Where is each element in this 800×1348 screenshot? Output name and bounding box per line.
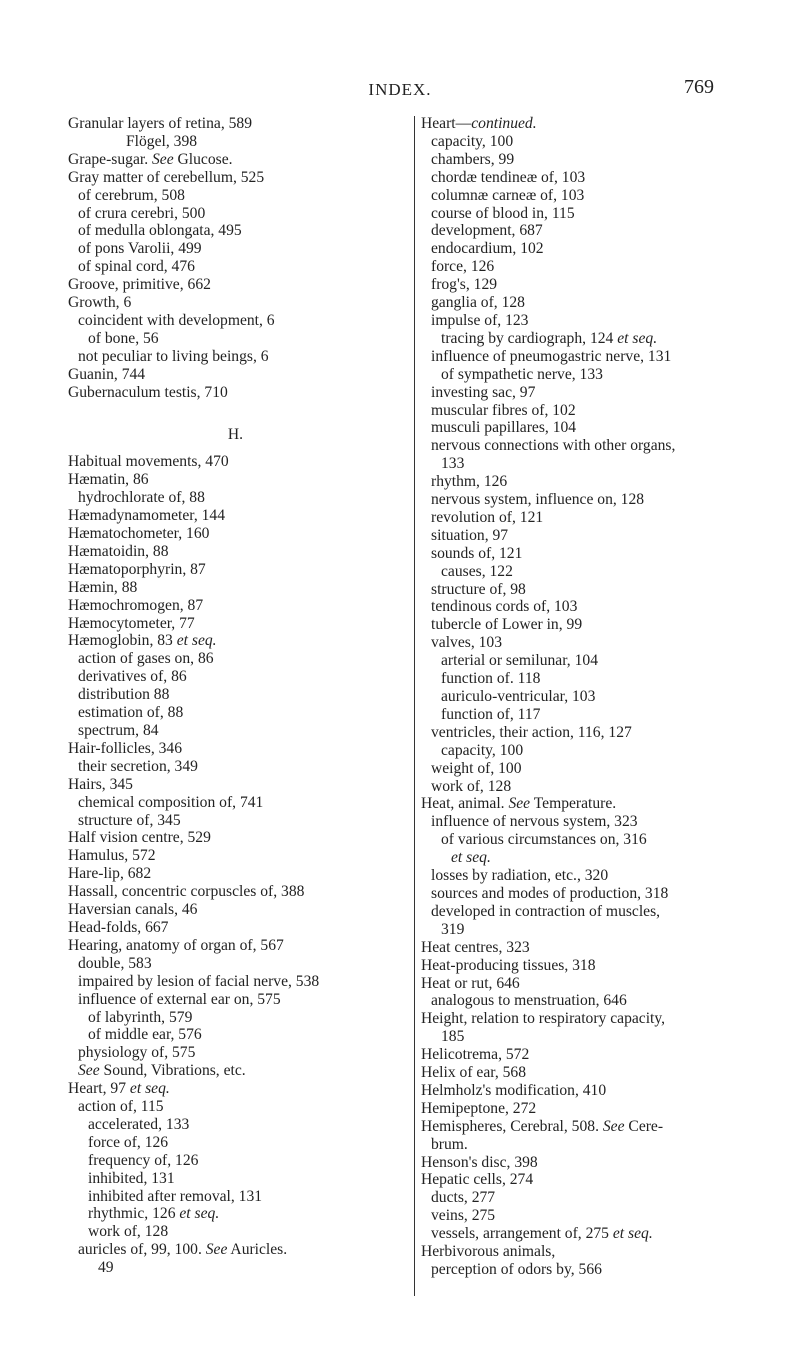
index-subentry: of medulla oblongata, 495 [78, 222, 242, 240]
index-entry: Guanin, 744 [68, 365, 146, 383]
index-subentry: revolution of, 121 [431, 508, 544, 526]
index-subentry: weight of, 100 [431, 759, 522, 777]
index-entry: Hassall, concentric corpuscles of, 388 [68, 883, 305, 901]
index-subentry: spectrum, 84 [78, 722, 159, 739]
index-entry: Hæmatoporphyrin, 87 [68, 560, 206, 578]
index-entry: Hæmatochometer, 160 [68, 525, 210, 543]
index-subentry: action of, 115 [78, 1098, 164, 1116]
index-subentry: See Sound, Vibrations, etc. [78, 1062, 246, 1080]
index-subentry: double, 583 [78, 954, 152, 972]
index-subentry: endocardium, 102 [431, 240, 544, 258]
index-subentry: of sympathetic nerve, 133 [441, 365, 603, 383]
index-entry: Half vision centre, 529 [68, 829, 211, 847]
index-subentry: investing sac, 97 [431, 383, 536, 401]
index-subentry: arterial or semilunar, 104 [441, 652, 598, 670]
index-subentry: function of. 118 [441, 670, 541, 688]
index-subentry: developed in contraction of muscles, [431, 902, 661, 920]
index-entry: Gray matter of cerebellum, 525 [68, 168, 265, 186]
index-subentry: 49 [98, 1259, 114, 1277]
index-subentry: auricles of, 99, 100. See Auricles. [78, 1241, 288, 1259]
index-entry: Haversian canals, 46 [68, 901, 198, 919]
index-entry: Helix of ear, 568 [421, 1064, 527, 1082]
index-subentry: hydrochlorate of, 88 [78, 489, 205, 507]
index-subentry: valves, 103 [431, 634, 503, 652]
index-subentry: nervous connections with other organs, [431, 437, 676, 455]
index-entry: Heart, 97 et seq. [68, 1080, 170, 1098]
section-letter-heading: H. [227, 425, 244, 443]
index-entry: Hæmadynamometer, 144 [68, 507, 226, 525]
index-subentry: of spinal cord, 476 [78, 258, 195, 276]
index-subentry: capacity, 100 [431, 132, 514, 150]
index-entry: Heat-producing tissues, 318 [421, 956, 596, 974]
index-subentry: situation, 97 [431, 526, 509, 544]
index-column-right [421, 115, 759, 1279]
index-subentry: ganglia of, 128 [431, 294, 525, 312]
index-subentry: of crura cerebri, 500 [78, 204, 206, 222]
index-subentry: force, 126 [431, 258, 495, 276]
index-subentry: influence of pneumogastric nerve, 131 [431, 347, 672, 365]
index-subentry: tendinous cords of, 103 [431, 598, 578, 616]
index-entry: Habitual movements, 470 [68, 453, 229, 471]
index-subentry: physiology of, 575 [78, 1044, 196, 1062]
index-subentry: ducts, 277 [431, 1189, 496, 1207]
index-subentry: 185 [441, 1028, 465, 1046]
index-entry: Grape-sugar. See Glucose. [68, 150, 233, 168]
index-subentry: influence of external ear on, 575 [78, 990, 281, 1008]
index-subentry: rhythm, 126 [431, 473, 508, 491]
index-entry: Groove, primitive, 662 [68, 276, 211, 294]
index-subentry: estimation of, 88 [78, 704, 184, 722]
index-subentry: nervous system, influence on, 128 [431, 491, 645, 509]
index-subentry: perception of odors by, 566 [431, 1261, 602, 1278]
index-entry: Helmholz's modification, 410 [421, 1081, 607, 1099]
index-entry: Heat or rut, 646 [421, 974, 520, 992]
page-title: INDEX. [368, 80, 432, 99]
index-subentry: frequency of, 126 [88, 1151, 199, 1169]
index-subentry: capacity, 100 [441, 741, 524, 759]
index-entry: Hæmochromogen, 87 [68, 596, 204, 614]
index-subentry: vessels, arrangement of, 275 et seq. [431, 1225, 653, 1243]
index-entry: Gubernaculum testis, 710 [68, 383, 228, 401]
index-subentry: of bone, 56 [88, 329, 159, 347]
index-subentry: muscular fibres of, 102 [431, 401, 576, 419]
index-subentry: work of, 128 [88, 1223, 169, 1241]
index-entry: Head-folds, 667 [68, 918, 169, 936]
index-subentry: causes, 122 [441, 562, 513, 580]
index-subentry: distribution 88 [78, 686, 170, 704]
index-entry: Granular layers of retina, 589 [68, 115, 253, 132]
index-subentry: impulse of, 123 [431, 311, 529, 329]
index-entry: Herbivorous animals, [421, 1243, 556, 1261]
index-subentry: sounds of, 121 [431, 544, 523, 562]
index-subentry: chambers, 99 [431, 150, 515, 168]
index-subentry: impaired by lesion of facial nerve, 538 [78, 972, 320, 990]
index-subentry: coincident with development, 6 [78, 311, 275, 329]
index-subentry: brum. [431, 1135, 468, 1153]
index-entry: Helicotrema, 572 [421, 1046, 530, 1064]
index-subentry: of various circumstances on, 316 [441, 831, 647, 849]
index-entry: Height, relation to respiratory capacity, [421, 1010, 666, 1028]
index-subentry: musculi papillares, 104 [431, 419, 577, 437]
index-entry: Hepatic cells, 274 [421, 1171, 534, 1189]
index-entry: Heart—continued. [421, 115, 537, 132]
index-entry: Hæmatin, 86 [68, 471, 149, 489]
index-subentry: structure of, 345 [78, 811, 181, 829]
index-subentry: structure of, 98 [431, 580, 526, 598]
index-entry: Hearing, anatomy of organ of, 567 [68, 936, 284, 954]
index-subentry: sources and modes of production, 318 [431, 884, 669, 902]
index-subentry: chordæ tendineæ of, 103 [431, 168, 586, 186]
column-divider [414, 116, 415, 1296]
index-subentry: influence of nervous system, 323 [431, 813, 638, 831]
index-column-left [68, 115, 403, 1277]
index-subentry: of pons Varolii, 499 [78, 240, 202, 258]
index-entry: Henson's disc, 398 [421, 1153, 538, 1171]
index-subentry: course of blood in, 115 [431, 204, 575, 222]
index-entry: Hemipeptone, 272 [421, 1099, 537, 1117]
index-subentry: work of, 128 [431, 777, 512, 795]
index-subentry: frog's, 129 [431, 276, 498, 294]
index-subentry: Flögel, 398 [126, 132, 198, 150]
index-subentry: et seq. [451, 849, 491, 867]
index-subentry: development, 687 [431, 222, 543, 240]
index-subentry: force of, 126 [88, 1133, 169, 1151]
index-subentry: action of gases on, 86 [78, 650, 214, 668]
index-subentry: ventricles, their action, 116, 127 [431, 723, 632, 741]
page-number: 769 [684, 76, 714, 98]
index-subentry: rhythmic, 126 et seq. [88, 1205, 220, 1223]
index-entry: Hæmocytometer, 77 [68, 614, 195, 632]
index-subentry: chemical composition of, 741 [78, 793, 264, 811]
index-subentry: of middle ear, 576 [88, 1026, 202, 1044]
index-subentry: not peculiar to living beings, 6 [78, 347, 269, 365]
spacer [68, 402, 403, 420]
index-entry: Hairs, 345 [68, 775, 133, 793]
index-subentry: tubercle of Lower in, 99 [431, 616, 583, 634]
index-subentry: auriculo-ventricular, 103 [441, 688, 596, 705]
index-subentry: accelerated, 133 [88, 1115, 190, 1133]
index-entry: Hare-lip, 682 [68, 865, 152, 883]
index-subentry: losses by radiation, etc., 320 [431, 867, 609, 885]
index-subentry: of labyrinth, 579 [88, 1008, 193, 1026]
index-subentry: of cerebrum, 508 [78, 186, 185, 204]
index-subentry: function of, 117 [441, 705, 541, 723]
index-entry: Hair-follicles, 346 [68, 739, 183, 757]
index-subentry: 133 [441, 455, 465, 473]
index-subentry: inhibited after removal, 131 [88, 1187, 263, 1205]
index-subentry: tracing by cardiograph, 124 et seq. [441, 329, 658, 347]
index-entry: Hamulus, 572 [68, 847, 156, 865]
index-subentry: derivatives of, 86 [78, 668, 187, 686]
index-entry: Hemispheres, Cerebral, 508. See Cere- [421, 1117, 664, 1135]
index-subentry: analogous to menstruation, 646 [431, 992, 627, 1010]
index-entry: Hæmin, 88 [68, 578, 138, 596]
index-subentry: inhibited, 131 [88, 1169, 175, 1187]
index-subentry: their secretion, 349 [78, 757, 198, 775]
index-subentry: columnæ carneæ of, 103 [431, 186, 585, 204]
index-entry: Hæmoglobin, 83 et seq. [68, 632, 217, 650]
index-entry: Hæmatoidin, 88 [68, 542, 169, 560]
index-entry: Heat, animal. See Temperature. [421, 795, 617, 813]
index-subentry: veins, 275 [431, 1207, 496, 1225]
index-subentry: 319 [441, 920, 465, 938]
index-entry: Growth, 6 [68, 294, 132, 312]
index-entry: Heat centres, 323 [421, 938, 530, 956]
